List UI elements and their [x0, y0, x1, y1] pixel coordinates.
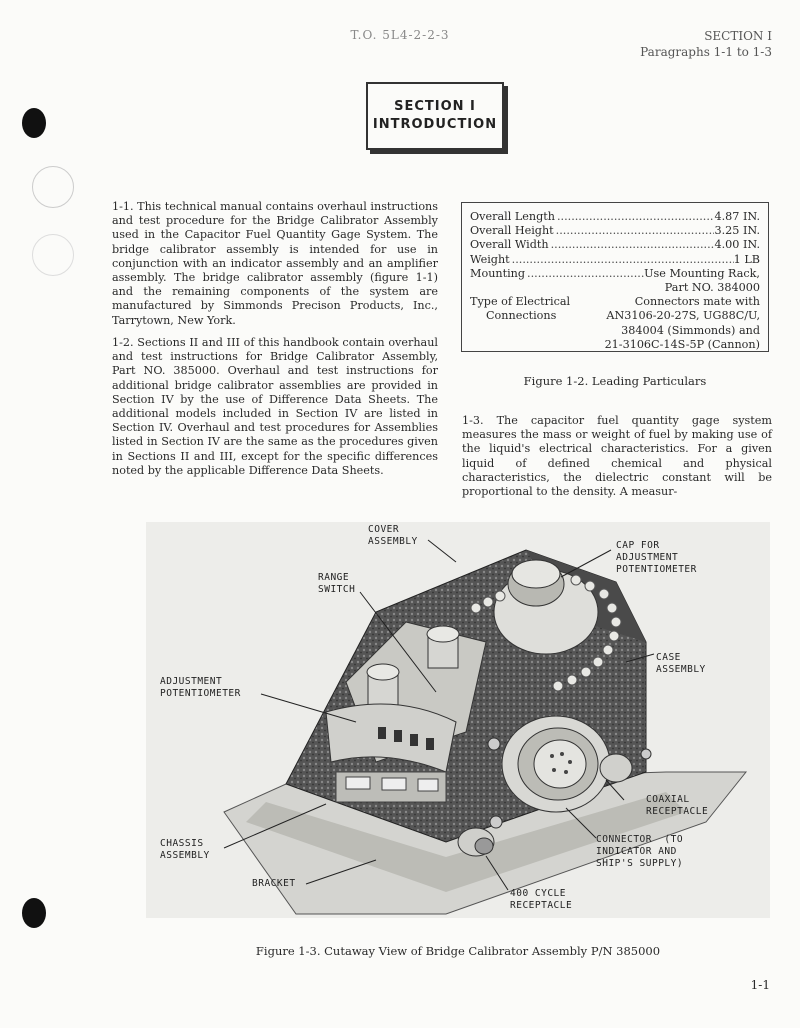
- paragraph-1-3: 1-3. The capacitor fuel quantity gage system measures the mass or weight of fuel by making use of the liquid's electrical characteristics. For a given liquid of defined chemical and physical characteristics, the dielectric constant will be proportional to the density. A measur-: [462, 414, 772, 499]
- figure-1-3-caption: Figure 1-3. Cutaway View of Bridge Calibrator Assembly P/N 385000: [255, 944, 661, 958]
- label-cover-assembly: COVER ASSEMBLY: [368, 524, 418, 547]
- cutaway-figure: [146, 522, 770, 918]
- binder-hole: [22, 898, 46, 928]
- label-cap-for-adjustment-potentiometer: CAP FOR ADJUSTMENT POTENTIOMETER: [616, 540, 697, 575]
- figure-1-2-caption: Figure 1-2. Leading Particulars: [523, 374, 707, 388]
- label-connector: CONNECTOR (TO INDICATOR AND SHIP'S SUPPLY): [596, 834, 684, 869]
- label-case-assembly: CASE ASSEMBLY: [656, 652, 706, 675]
- binder-hole: [22, 108, 46, 138]
- doc-number: T.O. 5L4-2-2-3: [350, 28, 450, 42]
- particulars-row: Overall Length ..... 4.87 IN.: [470, 210, 760, 224]
- label-400-cycle-receptacle: 400 CYCLE RECEPTACLE: [510, 888, 573, 911]
- label-range-switch: RANGE SWITCH: [318, 572, 356, 595]
- label-coaxial-receptacle: COAXIAL RECEPTACLE: [646, 794, 709, 817]
- paragraphs-range: Paragraphs 1-1 to 1-3: [640, 45, 772, 59]
- section-subtitle: INTRODUCTION: [372, 117, 498, 132]
- particulars-row: Overall Height ..... 3.25 IN.: [470, 224, 760, 238]
- section-label: SECTION I: [704, 29, 772, 43]
- particulars-row: Weight ..... 1 LB: [470, 253, 760, 267]
- leading-particulars-table: [461, 202, 769, 352]
- page-number: 1-1: [750, 978, 770, 992]
- particulars-row-electrical: Type of Electrical Connections Connectors mate with AN3106-20-27S, UG88C/U, 384004 (Simmonds) and 21-3106C-14S-5P (Cannon): [470, 295, 760, 351]
- label-chassis-assembly: CHASSIS ASSEMBLY: [160, 838, 210, 861]
- label-bracket: BRACKET: [252, 878, 296, 889]
- mounting-part-number: Part NO. 384000: [664, 281, 760, 295]
- section-header: [640, 28, 772, 60]
- label-adjustment-potentiometer: ADJUSTMENT POTENTIOMETER: [160, 676, 241, 699]
- paragraph-1-2: 1-2. Sections II and III of this handbook contain overhaul and test instructions for Bridge Calibrator Assembly, Part NO. 385000. Overhaul and test instructions for additional bridge calibrator assemblies are provided in Section IV by the use of Difference Data Sheets. The additional models included in Section IV are listed in Section IV. Overhaul and test procedures for Assemblies listed in Section IV are the same as the procedures given in Sections II and III, except for the specific differences noted by the applicable Difference Data Sheets.: [112, 336, 438, 477]
- particulars-row: Overall Width ..... 4.00 IN.: [470, 238, 760, 252]
- section-title: SECTION I: [394, 99, 476, 114]
- paragraph-1-1: 1-1. This technical manual contains overhaul instructions and test procedure for the Bridge Calibrator Assembly used in the Capacitor Fuel Quantity Gage System. The bridge calibrator assembly is intended for use in conjunction with an indicator assembly and an amplifier assembly. The bridge calibrator assembly (figure 1-1) and the remaining components of the system are manufactured by Simmonds Precison Products, Inc., Tarrytown, New York.: [112, 200, 438, 327]
- particulars-row: Mounting ..... Use Mounting Rack,: [470, 267, 760, 281]
- binder-ring-mark: [32, 234, 74, 276]
- binder-ring-mark: [32, 166, 74, 208]
- section-title-box: [366, 82, 504, 150]
